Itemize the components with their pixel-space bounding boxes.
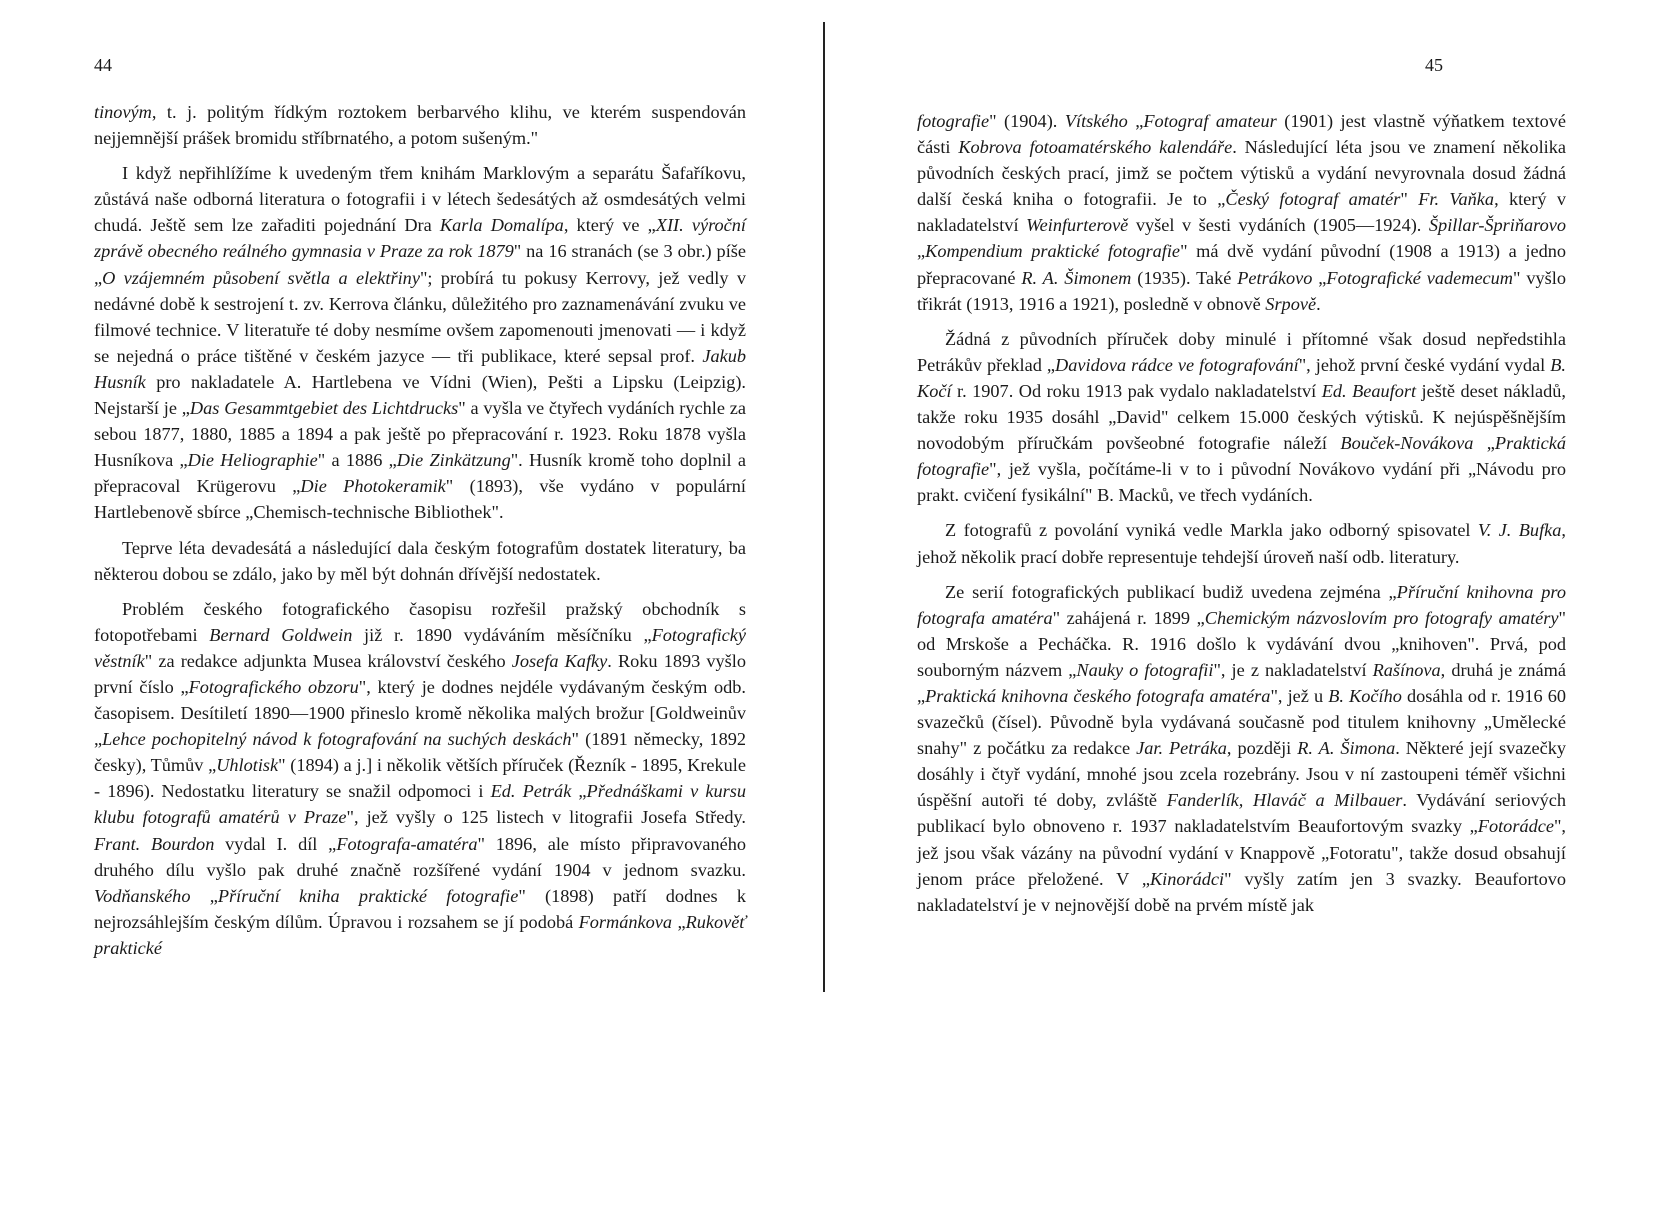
italic-text: R. A. Šimona [1297,738,1396,759]
text-run: " od Mrskoše a Pecháčka. R. 1916 došlo k vydávání dvou „knihoven". Prvá, pod souborným názvem „ [917,607,1566,680]
text-run: Žádná z původních příruček doby minulé i přítomné však dosud nepředstihla Petrákův překlad „ [917,328,1566,375]
italic-text: Uhlotisk [216,755,279,776]
italic-text: Příruční kniha praktické fotografie [217,885,519,906]
italic-text: Rukověť praktické [94,911,747,958]
text-run: dosáhla od r. 1916 60 svazečků (čísel). Původně byla vydávaná současně pod titulem knihovny „Umělecké snahy" z počátku za redakce [917,685,1566,759]
text-run: " (1893), vše vydáno v populární Hartlebenově sbírce „Chemisch-technische Bibliothek". [94,476,747,523]
italic-text: B. Kočí [917,354,1566,401]
italic-text: Fotografického obzoru [188,676,359,697]
italic-text: Formánkova [578,911,673,932]
italic-text: Davidova rádce ve fotografování [1055,354,1299,375]
italic-text: Josefa Kafky [511,650,608,671]
text-run: (1935). Také [1131,267,1238,288]
text-run: " 1896, ale místo připravovaného druhého dílu vyšlo pak druhé značně rozšířené vydání 1904 v jednom svazku. [94,833,747,880]
italic-text: Frant. Bourdon [94,833,215,854]
italic-text: Karla Domalípa [439,215,564,236]
italic-text: O vzájemném působení světla a elektřiny [102,267,420,288]
left-page [0,0,820,1211]
italic-text: XII. výroční zprávě obecného reálného gymnasia v Praze za rok 1879 [94,215,746,262]
italic-text: Fanderlík, Hlaváč a Milbauer [1166,790,1403,811]
italic-text: B. Kočího [1328,685,1402,706]
italic-text: R. A. Šimonem [1021,267,1132,288]
italic-text: Praktická knihovna českého fotografa amatéra [925,685,1271,706]
text-run: „ [672,911,686,932]
text-run: "; probírá tu pokusy Kerrovy, jež vedly v nedávné době k sestrojení t. zv. Kerrova článku, důležitého pro zaznamenávání zvuku ve filmové technice. V literatuře té doby nesmíme ovšem zapomenouti jmenovati — i když se nejedná o práce tištěné v českém jazyce — tři publikace, které sepsal prof. [94,267,746,366]
text-run: ", jež u [1270,685,1329,706]
paragraph [94,596,746,961]
text-run: vydal I. díl „ [214,833,337,854]
italic-text: Fotografické vademecum [1326,267,1514,288]
body-text [94,99,746,970]
italic-text: Bouček-Novákova [1340,433,1474,454]
paragraph [917,326,1566,509]
text-run: , který v nakladatelství [917,189,1567,236]
text-run: r. 1907. Od roku 1913 pak vydalo nakladatelství [951,380,1322,401]
text-run: „ [1312,267,1327,288]
book-gutter [823,22,825,992]
text-run: „ [190,885,218,906]
italic-text: Die Photokeramik [300,476,446,497]
page-number: 44 [94,55,112,75]
text-run: " vyšlo třikrát (1913, 1916 a 1921), posledně v obnově [917,267,1566,314]
text-run: pro nakladatele A. Hartlebena ve Vídni (Wien), Pešti a Lipsku (Leipzig). Nejstarší je „ [94,371,746,419]
text-run: " zahájená r. 1899 „ [1052,607,1205,628]
italic-text: Lehce pochopitelný návod k fotografování na suchých deskách [102,729,572,750]
text-run: Teprve léta devadesátá a následující dala českým fotografům dostatek literatury, ba některou dobou se zdálo, jako by měl být dohnán dřívější nedostatek. [94,537,746,584]
paragraph [917,517,1566,569]
text-run: . [1316,293,1321,314]
paragraph [94,535,746,587]
text-run: ". Husník kromě toho doplnil a přepracoval Krügerovu „ [94,450,746,497]
italic-text: Das Gesammtgebiet des Lichtdrucks [189,398,459,419]
right-page [826,0,1665,1211]
italic-text: Kinorádci [1149,868,1225,889]
paragraph [917,579,1566,918]
italic-text: Vítského [1064,111,1128,131]
text-run: " za redakce adjunkta Musea království českého [144,650,512,671]
italic-text: Petrákovo [1237,267,1313,288]
text-run: , t. j. politým řídkým roztokem berbarvého klihu, ve kterém suspendován nejjemnější prášek bromidu stříbrnatého, a potom sušeným." [94,102,746,149]
italic-text: Fr. Vaňka [1418,189,1495,210]
text-run: , který ve „ [563,215,656,236]
italic-text: Přednáškami v kursu klubu fotografů amatérů v Praze [94,781,746,828]
italic-text: Kompendium praktické fotografie [925,241,1181,262]
text-run: „ [917,241,926,262]
text-run: (1901) jest vlastně výňatkem textové části [917,111,1566,158]
text-run: ", jehož první české vydání vydal [1298,354,1551,375]
text-run: Ze serií fotografických publikací budiž uvedena zejména „ [945,581,1397,602]
text-run: Problém českého fotografického časopisu rozřešil pražský obchodník s fotopotřebami [94,598,746,645]
text-run: " má dvě vydání původní (1908 a 1913) a jedno přepracované [917,241,1566,288]
italic-text: Chemickým názvoslovím pro fotografy amatéry [1204,607,1559,628]
italic-text: Fotografický věstník [94,624,746,671]
text-run: I když nepřihlížíme k uvedeným třem knihám Marklovým a separátu Šafaříkovu, zůstává naše odborná literatura o fotografii i v létech šedesátých až osmdesátých velmi chudá. Ještě sem lze zařaditi pojednání Dra [94,163,746,236]
italic-text: tinovým [94,102,152,122]
text-run: " (1898) patří dodnes k nejrozsáhlejším českým dílům. Úpravou i rozsahem se jí podobá [94,885,746,932]
text-run: . Roku 1893 vyšlo první číslo „ [94,650,746,697]
text-run: " (1891 německy, 1892 česky), Tůmův „ [94,729,746,776]
italic-text: Fotorádce [1477,816,1554,837]
page-number: 45 [1425,55,1443,75]
text-run: Z fotografů z povolání vyniká vedle Markla jako odborný spisovatel [945,520,1478,541]
italic-text: Ed. Petrák [490,781,572,802]
italic-text: V. J. Bufka [1477,520,1562,541]
paragraph [917,108,1566,317]
text-run: " [1400,189,1419,210]
italic-text: Srpově [1265,293,1317,314]
italic-text: Weinfurterově [1026,215,1129,236]
text-run: vyšel v šesti vydáních (1905—1924). [1128,215,1429,236]
text-run: , druhá je známá „ [917,659,1566,706]
text-run: ", jež vyšla, počítáme-li v to i původní Novákovo vydání při „Návodu pro prakt. cvičení fysikální" B. Macků, ve třech vydáních. [917,459,1566,506]
text-run: " a vyšla ve čtyřech vydáních rychle za sebou 1877, 1880, 1885 a 1894 a pak ještě po přepracování r. 1923. Roku 1878 vyšla Husníkova „ [94,398,747,471]
text-run: " (1894) a j.] i několik větších příruček (Řezník - 1895, Krekule - 1896). Nedostatku literatury se snažil odpomoci i [94,755,747,802]
paragraph [94,99,746,151]
text-run: . Následující léta jsou ve znamení několika původních českých prací, jimž se počtem výtisků a vydání nevyrovnala dosud žádná další česká kniha o fotografii. Je to „ [917,137,1566,210]
italic-text: Bernard Goldwein [209,624,353,645]
text-run: " a 1886 „ [317,450,397,471]
italic-text: Ed. Beaufort [1321,380,1417,401]
text-run: . Některé její svazečky dosáhly i čtyř vydání, mnohé jsou zcela rozebrány. Jsou v ní zastoupeni téměř všichni úspěšní autoři té doby, zvláště [917,738,1566,811]
italic-text: Die Zinkätzung [396,450,511,471]
text-run: , později [1226,738,1298,759]
text-run: ještě deset nákladů, takže roku 1935 dosáhl „David" celkem 15.000 českých výtisků. K nejúspěšnějším novodobým příručkám povšeobné fotografie náleží [917,380,1566,454]
text-run: „ [1473,433,1495,454]
italic-text: Vodňanského [94,885,191,906]
italic-text: Fotografa-amatéra [336,833,478,854]
italic-text: Rašínova [1372,659,1441,680]
italic-text: Kobrova fotoamatérského kalendáře [958,137,1233,158]
italic-text: fotografie [917,111,990,131]
paragraph [94,160,746,525]
text-run: " vyšly zatím jen 3 svazky. Beaufortovo nakladatelství je v nejnovější době na prvém místě jak [917,868,1566,915]
italic-text: Český fotograf amatér [1225,189,1401,210]
italic-text: Die Heliographie [187,450,318,471]
italic-text: Jar. Petráka [1136,738,1227,759]
text-run: " (1904). [989,111,1065,131]
italic-text: Příruční knihovna pro fotografa amatéra [917,581,1566,628]
italic-text: Nauky o fotografii [1076,659,1214,680]
italic-text: Fotograf amateur [1143,111,1277,131]
italic-text: Jakub Husník [94,345,746,392]
text-run: „ [571,781,587,802]
italic-text: Špillar-Špriňarovo [1428,215,1566,236]
italic-text: Praktická fotografie [917,433,1566,480]
text-run: ", jež jsou však vázány na původní vydání v Knappově „Fotoratu", takže dosud obsahují jenom práce přeložené. V „ [917,816,1566,889]
text-run: " na 16 stranách (se 3 obr.) píše „ [94,241,746,288]
text-run: „ [1127,111,1144,131]
text-run: , jehož několik prací dobře representuje tehdejší úroveň naší odb. literatury. [917,520,1566,567]
body-text [917,108,1566,927]
text-run: ", který je dodnes nejdéle vydávaným českým odb. časopisem. Desítiletí 1890—1900 přineslo kromě několika malých brožur [Goldweinův „ [94,676,747,750]
text-run: ", je z nakladatelství [1213,659,1373,680]
text-run: . Vydávání seriových publikací bylo obnoveno r. 1937 nakladatelstvím Beaufortovým svazky „ [917,790,1567,837]
text-run: již r. 1890 vydáváním měsíčníku „ [352,624,652,645]
text-run: ", jež vyšly o 125 listech v litografii Josefa Středy. [346,807,746,828]
